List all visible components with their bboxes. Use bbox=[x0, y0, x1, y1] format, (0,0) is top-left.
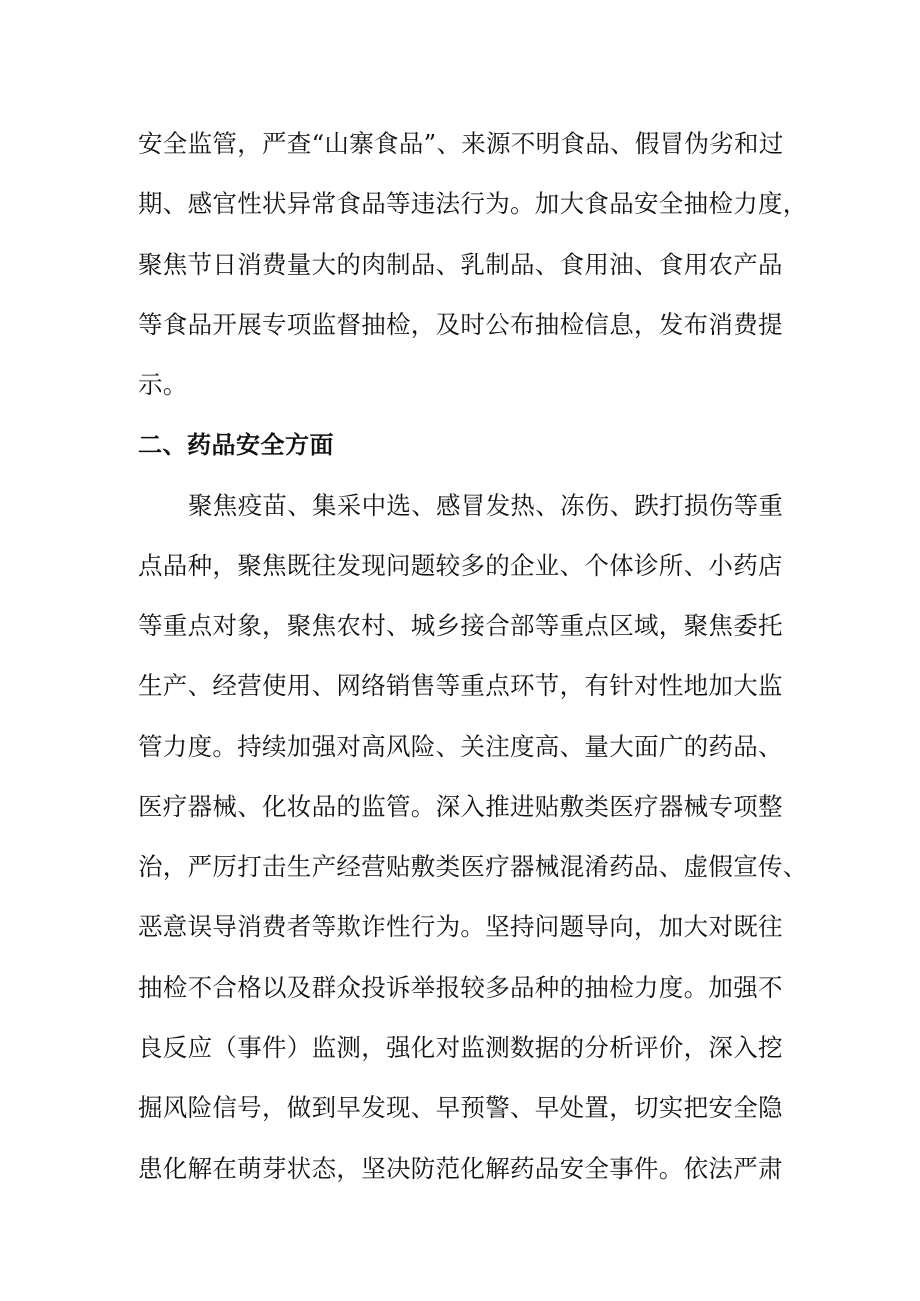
paragraph-line: 示。 bbox=[138, 370, 188, 399]
paragraph-line: 等食品开展专项监督抽检，及时公布抽检信息，发布消费提 bbox=[138, 310, 783, 339]
paragraph-line: 抽检不合格以及群众投诉举报较多品种的抽检力度。加强不 bbox=[138, 973, 783, 1002]
paragraph-line: 恶意误导消费者等欺诈性行为。坚持问题导向，加大对既往 bbox=[138, 912, 783, 941]
paragraph-line: 良反应（事件）监测，强化对监测数据的分析评价，深入挖 bbox=[138, 1033, 783, 1062]
paragraph-line: 治，严厉打击生产经营贴敷类医疗器械混淆药品、虚假宣传、 bbox=[138, 852, 808, 881]
paragraph-line: 医疗器械、化妆品的监管。深入推进贴敷类医疗器械专项整 bbox=[138, 792, 783, 821]
paragraph-line: 管力度。持续加强对高风险、关注度高、量大面广的药品、 bbox=[138, 732, 783, 761]
paragraph-line: 生产、经营使用、网络销售等重点环节，有针对性地加大监 bbox=[138, 671, 783, 700]
section-heading: 二、药品安全方面 bbox=[138, 431, 334, 459]
paragraph-line: 患化解在萌芽状态，坚决防范化解药品安全事件。依法严肃 bbox=[138, 1154, 783, 1183]
paragraph-line: 点品种，聚焦既往发现问题较多的企业、个体诊所、小药店 bbox=[138, 551, 783, 580]
paragraph-line: 期、感官性状异常食品等违法行为。加大食品安全抽检力度， bbox=[138, 189, 808, 218]
paragraph-line: 聚焦节日消费量大的肉制品、乳制品、食用油、食用农产品 bbox=[138, 250, 783, 279]
paragraph-line: 等重点对象，聚焦农村、城乡接合部等重点区域，聚焦委托 bbox=[138, 611, 783, 640]
paragraph-line: 掘风险信号，做到早发现、早预警、早处置，切实把安全隐 bbox=[138, 1093, 783, 1122]
paragraph-line: 安全监管，严查“山寨食品”、来源不明食品、假冒伪劣和过 bbox=[138, 129, 784, 158]
paragraph-line: 聚焦疫苗、集采中选、感冒发热、冻伤、跌打损伤等重 bbox=[188, 491, 784, 520]
